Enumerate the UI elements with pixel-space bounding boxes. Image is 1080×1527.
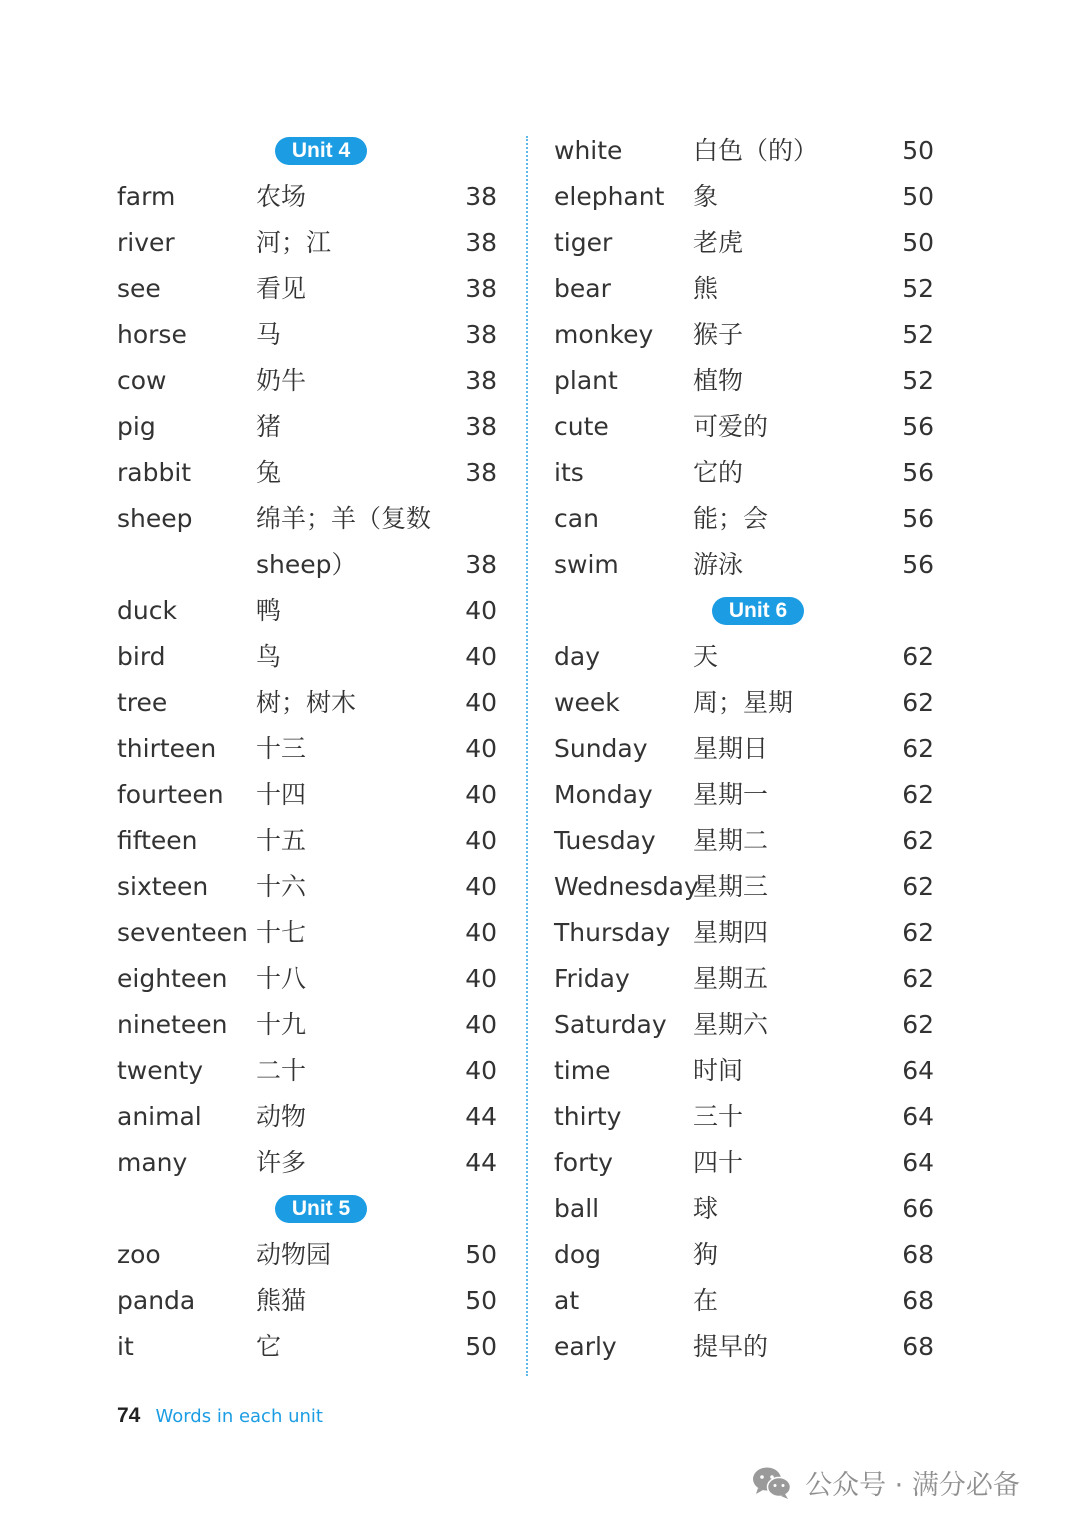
chinese-meaning: 在 <box>693 1286 719 1315</box>
english-word: fifteen <box>117 826 198 855</box>
page-ref: 56 <box>902 458 934 487</box>
vocabulary-row <box>554 542 934 588</box>
chinese-meaning: 奶牛 <box>256 366 307 395</box>
chinese-meaning: 象 <box>693 182 719 211</box>
english-word: early <box>554 1332 617 1361</box>
page-ref: 50 <box>902 136 934 165</box>
vocabulary-row <box>554 1324 934 1370</box>
chinese-meaning: 二十 <box>256 1056 307 1085</box>
vocabulary-row <box>554 634 934 680</box>
english-word: see <box>117 274 161 303</box>
watermark-text: 公众号 · 满分必备 <box>805 1470 1020 1501</box>
vocabulary-row <box>117 358 497 404</box>
chinese-meaning: 老虎 <box>693 228 744 257</box>
chinese-meaning: 它 <box>256 1332 282 1361</box>
page-ref: 56 <box>902 550 934 579</box>
english-word: thirty <box>554 1102 622 1131</box>
vocabulary-row <box>554 450 934 496</box>
vocabulary-row <box>554 312 934 358</box>
english-word: tree <box>117 688 168 717</box>
chinese-meaning: 白色（的） <box>693 136 819 165</box>
page-ref: 38 <box>465 182 497 211</box>
english-word: monkey <box>554 320 654 349</box>
vocabulary-row <box>117 220 497 266</box>
vocabulary-row <box>117 312 497 358</box>
watermark <box>752 1463 1020 1502</box>
page-ref: 40 <box>465 964 497 993</box>
vocabulary-column-left <box>117 128 497 1370</box>
page-ref: 40 <box>465 826 497 855</box>
page-ref: 38 <box>465 458 497 487</box>
english-word: elephant <box>554 182 665 211</box>
english-word: time <box>554 1056 611 1085</box>
english-word: ball <box>554 1194 600 1223</box>
chinese-meaning: 三十 <box>693 1102 744 1131</box>
chinese-meaning: 十九 <box>256 1010 307 1039</box>
english-word: Monday <box>554 780 653 809</box>
chinese-meaning: 马 <box>256 320 282 349</box>
vocabulary-row <box>117 1094 497 1140</box>
vocabulary-row <box>554 1048 934 1094</box>
vocabulary-row <box>117 542 497 588</box>
page-ref: 62 <box>902 688 934 717</box>
vocabulary-row <box>554 956 934 1002</box>
chinese-meaning: 星期四 <box>693 918 769 947</box>
vocabulary-row <box>554 1186 934 1232</box>
column-divider <box>526 136 528 1376</box>
english-word: tiger <box>554 228 613 257</box>
chinese-meaning: sheep） <box>256 550 357 579</box>
chinese-meaning: 能；会 <box>693 504 769 533</box>
vocabulary-row <box>554 220 934 266</box>
unit-heading-row <box>117 1186 497 1232</box>
vocabulary-row <box>117 726 497 772</box>
vocabulary-row <box>554 818 934 864</box>
chinese-meaning: 兔 <box>256 458 282 487</box>
chinese-meaning: 十五 <box>256 826 307 855</box>
unit-heading-row <box>117 128 497 174</box>
chinese-meaning: 十七 <box>256 918 307 947</box>
wechat-icon <box>752 1466 792 1500</box>
english-word: forty <box>554 1148 613 1177</box>
page-ref: 44 <box>465 1102 497 1131</box>
vocabulary-row <box>554 910 934 956</box>
chinese-meaning: 提早的 <box>693 1332 769 1361</box>
english-word: swim <box>554 550 619 579</box>
vocabulary-row <box>117 772 497 818</box>
page-ref: 40 <box>465 596 497 625</box>
chinese-meaning: 十六 <box>256 872 307 901</box>
english-word: thirteen <box>117 734 217 763</box>
chinese-meaning: 周；星期 <box>693 688 794 717</box>
vocabulary-column-right <box>554 128 934 1370</box>
page-ref: 62 <box>902 918 934 947</box>
page-ref: 52 <box>902 320 934 349</box>
page-ref: 38 <box>465 412 497 441</box>
vocabulary-row <box>117 1324 497 1370</box>
english-word: Tuesday <box>554 826 656 855</box>
page-ref: 40 <box>465 872 497 901</box>
vocabulary-row <box>554 1232 934 1278</box>
page-ref: 50 <box>465 1332 497 1361</box>
page-ref: 40 <box>465 734 497 763</box>
vocabulary-row <box>554 1140 934 1186</box>
vocabulary-row <box>117 1232 497 1278</box>
vocabulary-row <box>117 634 497 680</box>
chinese-meaning: 球 <box>693 1194 719 1223</box>
vocabulary-row <box>117 1278 497 1324</box>
vocabulary-row <box>554 1094 934 1140</box>
vocabulary-row <box>554 128 934 174</box>
page-ref: 40 <box>465 780 497 809</box>
page-ref: 64 <box>902 1102 934 1131</box>
page-ref: 38 <box>465 320 497 349</box>
english-word: horse <box>117 320 187 349</box>
vocabulary-row <box>117 266 497 312</box>
english-word: bear <box>554 274 611 303</box>
english-word: panda <box>117 1286 196 1315</box>
english-word: Saturday <box>554 1010 667 1039</box>
chinese-meaning: 熊 <box>693 274 719 303</box>
english-word: white <box>554 136 623 165</box>
english-word: at <box>554 1286 580 1315</box>
chinese-meaning: 可爱的 <box>693 412 769 441</box>
page-ref: 68 <box>902 1240 934 1269</box>
english-word: rabbit <box>117 458 192 487</box>
english-word: week <box>554 688 620 717</box>
page-ref: 38 <box>465 550 497 579</box>
page-ref: 62 <box>902 780 934 809</box>
page-ref: 68 <box>902 1332 934 1361</box>
page-footer <box>117 1404 323 1428</box>
page-ref: 64 <box>902 1056 934 1085</box>
vocabulary-row <box>554 496 934 542</box>
chinese-meaning: 它的 <box>693 458 744 487</box>
page-ref: 56 <box>902 504 934 533</box>
page-ref: 50 <box>902 228 934 257</box>
chinese-meaning: 星期五 <box>693 964 769 993</box>
english-word: zoo <box>117 1240 161 1269</box>
chinese-meaning: 星期一 <box>693 780 769 809</box>
chinese-meaning: 动物园 <box>256 1240 332 1269</box>
english-word: seventeen <box>117 918 248 947</box>
english-word: sheep <box>117 504 193 533</box>
english-word: it <box>117 1332 134 1361</box>
chinese-meaning: 绵羊；羊（复数 <box>256 504 432 533</box>
unit-badge: Unit 6 <box>712 597 804 625</box>
page-ref: 68 <box>902 1286 934 1315</box>
page-ref: 50 <box>465 1240 497 1269</box>
page-ref: 52 <box>902 366 934 395</box>
page-ref: 64 <box>902 1148 934 1177</box>
page-ref: 38 <box>465 228 497 257</box>
chinese-meaning: 许多 <box>256 1148 307 1177</box>
vocabulary-row <box>117 680 497 726</box>
vocabulary-row <box>117 496 497 542</box>
english-word: cow <box>117 366 167 395</box>
english-word: sixteen <box>117 872 209 901</box>
vocabulary-row <box>554 266 934 312</box>
english-word: cute <box>554 412 609 441</box>
page-ref: 62 <box>902 642 934 671</box>
chinese-meaning: 树；树木 <box>256 688 357 717</box>
chinese-meaning: 时间 <box>693 1056 744 1085</box>
chinese-meaning: 农场 <box>256 182 307 211</box>
chinese-meaning: 十三 <box>256 734 307 763</box>
chinese-meaning: 猪 <box>256 412 282 441</box>
vocabulary-row <box>117 1002 497 1048</box>
chinese-meaning: 十四 <box>256 780 307 809</box>
vocabulary-row <box>117 818 497 864</box>
unit-badge: Unit 4 <box>275 137 367 165</box>
page-ref: 44 <box>465 1148 497 1177</box>
page-ref: 40 <box>465 1010 497 1039</box>
english-word: animal <box>117 1102 202 1131</box>
chinese-meaning: 游泳 <box>693 550 744 579</box>
english-word: plant <box>554 366 618 395</box>
english-word: bird <box>117 642 166 671</box>
page-ref: 40 <box>465 688 497 717</box>
english-word: dog <box>554 1240 602 1269</box>
page-ref: 40 <box>465 918 497 947</box>
page-ref: 50 <box>465 1286 497 1315</box>
vocabulary-row <box>117 1048 497 1094</box>
vocabulary-row <box>554 726 934 772</box>
chinese-meaning: 星期六 <box>693 1010 769 1039</box>
chinese-meaning: 看见 <box>256 274 307 303</box>
chinese-meaning: 四十 <box>693 1148 744 1177</box>
unit-badge: Unit 5 <box>275 1195 367 1223</box>
english-word: Thursday <box>554 918 671 947</box>
page-ref: 62 <box>902 872 934 901</box>
chinese-meaning: 鸟 <box>256 642 282 671</box>
vocabulary-row <box>117 956 497 1002</box>
vocabulary-row <box>554 680 934 726</box>
chinese-meaning: 星期日 <box>693 734 769 763</box>
vocabulary-row <box>117 864 497 910</box>
english-word: duck <box>117 596 177 625</box>
chinese-meaning: 十八 <box>256 964 307 993</box>
chinese-meaning: 熊猫 <box>256 1286 307 1315</box>
vocabulary-row <box>117 588 497 634</box>
english-word: twenty <box>117 1056 204 1085</box>
english-word: day <box>554 642 600 671</box>
page-ref: 50 <box>902 182 934 211</box>
vocabulary-row <box>117 450 497 496</box>
page-ref: 62 <box>902 964 934 993</box>
english-word: Friday <box>554 964 630 993</box>
page-ref: 52 <box>902 274 934 303</box>
chinese-meaning: 河；江 <box>256 228 332 257</box>
english-word: river <box>117 228 175 257</box>
chinese-meaning: 星期二 <box>693 826 769 855</box>
page-ref: 40 <box>465 1056 497 1085</box>
page-ref: 62 <box>902 734 934 763</box>
vocabulary-row <box>554 864 934 910</box>
vocabulary-row <box>554 1002 934 1048</box>
english-word: can <box>554 504 599 533</box>
page-number: 74 <box>117 1404 141 1427</box>
page-ref: 66 <box>902 1194 934 1223</box>
vocabulary-row <box>117 1140 497 1186</box>
english-word: Sunday <box>554 734 648 763</box>
vocabulary-row <box>554 1278 934 1324</box>
chinese-meaning: 植物 <box>693 366 744 395</box>
vocabulary-row <box>117 910 497 956</box>
chinese-meaning: 动物 <box>256 1102 307 1131</box>
english-word: fourteen <box>117 780 224 809</box>
vocabulary-row <box>554 772 934 818</box>
unit-heading-row <box>554 588 934 634</box>
chinese-meaning: 天 <box>693 642 719 671</box>
page-ref: 62 <box>902 826 934 855</box>
english-word: its <box>554 458 584 487</box>
english-word: nineteen <box>117 1010 228 1039</box>
chinese-meaning: 星期三 <box>693 872 769 901</box>
page-ref: 38 <box>465 366 497 395</box>
english-word: pig <box>117 412 156 441</box>
vocabulary-row <box>554 174 934 220</box>
vocabulary-row <box>554 358 934 404</box>
english-word: Wednesday <box>554 872 699 901</box>
vocabulary-row <box>554 404 934 450</box>
chinese-meaning: 狗 <box>693 1240 719 1269</box>
footer-title: Words in each unit <box>155 1406 323 1427</box>
vocabulary-row <box>117 404 497 450</box>
english-word: many <box>117 1148 188 1177</box>
english-word: eighteen <box>117 964 228 993</box>
vocabulary-row <box>117 174 497 220</box>
english-word: farm <box>117 182 176 211</box>
chinese-meaning: 鸭 <box>256 596 282 625</box>
page-ref: 40 <box>465 642 497 671</box>
page-ref: 56 <box>902 412 934 441</box>
chinese-meaning: 猴子 <box>693 320 744 349</box>
page-ref: 38 <box>465 274 497 303</box>
page-ref: 62 <box>902 1010 934 1039</box>
